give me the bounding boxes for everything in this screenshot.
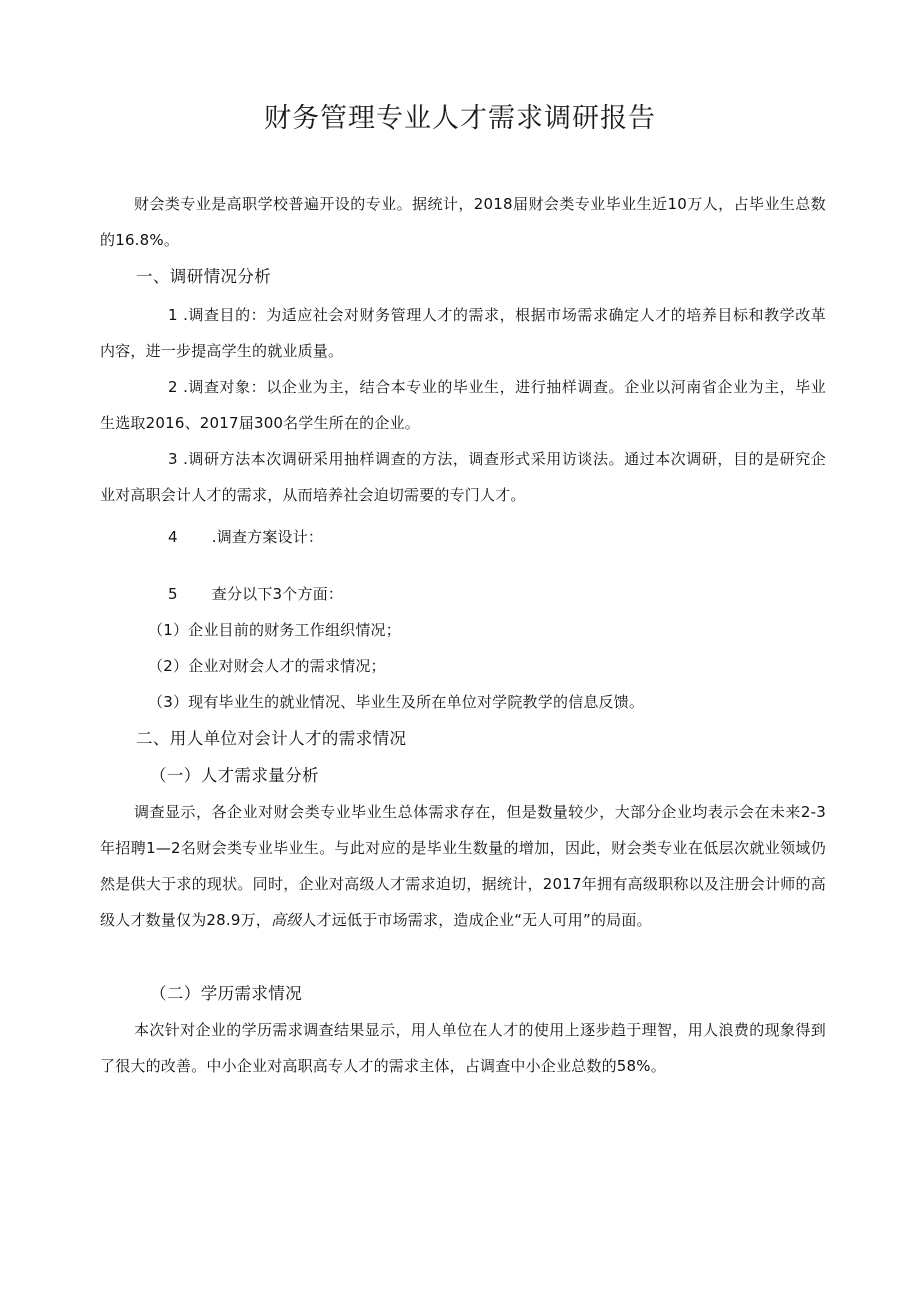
section1-item-5: [100, 576, 826, 612]
intro-paragraph: 财会类专业是高职学校普遍开设的专业。据统计，2018届财会类专业毕业生近10万人，占毕业生总数的16.8%。: [100, 195, 826, 249]
section1-item-2: [100, 369, 826, 441]
section1-item-3: [100, 441, 826, 513]
section2-heading: 二、用人单位对会计人才的需求情况: [136, 729, 407, 748]
section1-heading: 一、调研情况分析: [136, 267, 272, 286]
item-text: 查分以下3个方面：: [211, 585, 344, 603]
item-number: 2: [168, 378, 178, 396]
item-number: 3: [168, 450, 178, 468]
paragraph-text: 调查显示，各企业对财会类专业毕业生总体需求存在，但是数量较少，大部分企业均表示会在未来2-3年招聘1—2名财会类专业毕业生。与此对应的是毕业生数量的增加，因此，财会类专业在低层次就业领域仍然是供大于求的现状。同时，企业对高级人才需求迫切，据统计，2017年拥有高级职称以及注册会计师的高级人才数量仅为28.9万，: [100, 803, 826, 929]
section2-sub2-heading: （二）学历需求情况: [150, 984, 303, 1003]
section1-item-1: [100, 297, 826, 369]
item-text: .调研方法本次调研采用抽样调查的方法，调查形式采用访谈法。通过本次调研，目的是研究企业对高职会计人才的需求，从而培养社会迫切需要的专门人才。: [100, 450, 826, 504]
item-number: 5: [168, 585, 178, 603]
item-number: 1: [168, 306, 178, 324]
paragraph-text: 人才远低于市场需求，造成企业“无人可用”的局面。: [301, 911, 652, 929]
subitem-1: （1）企业目前的财务工作组织情况；: [148, 621, 401, 639]
document-title: 财务管理专业人才需求调研报告: [264, 103, 656, 134]
subitem-3: （3）现有毕业生的就业情况、毕业生及所在单位对学院教学的信息反馈。: [148, 693, 645, 711]
section2-sub1-heading: （一）人才需求量分析: [150, 766, 319, 785]
section2-sub2-paragraph: 本次针对企业的学历需求调查结果显示，用人单位在人才的使用上逐步趋于理智，用人浪费的现象得到了很大的改善。中小企业对高职高专人才的需求主体，占调查中小企业总数的58%。: [100, 1021, 826, 1075]
item-text: .调查方案设计：: [211, 528, 324, 546]
item-text: .调查目的：为适应社会对财务管理人才的需求，根据市场需求确定人才的培养目标和教学改革内容，进一步提高学生的就业质量。: [100, 306, 826, 360]
section2-sub1-paragraph: [100, 794, 826, 938]
italic-text: 高级: [271, 911, 302, 929]
subitem-2: （2）企业对财会人才的需求情况；: [148, 657, 386, 675]
section1-item-4: [100, 519, 826, 555]
item-text: .调查对象：以企业为主，结合本专业的毕业生，进行抽样调查。企业以河南省企业为主，毕业生选取2016、2017届300名学生所在的企业。: [100, 378, 826, 432]
item-number: 4: [168, 528, 178, 546]
